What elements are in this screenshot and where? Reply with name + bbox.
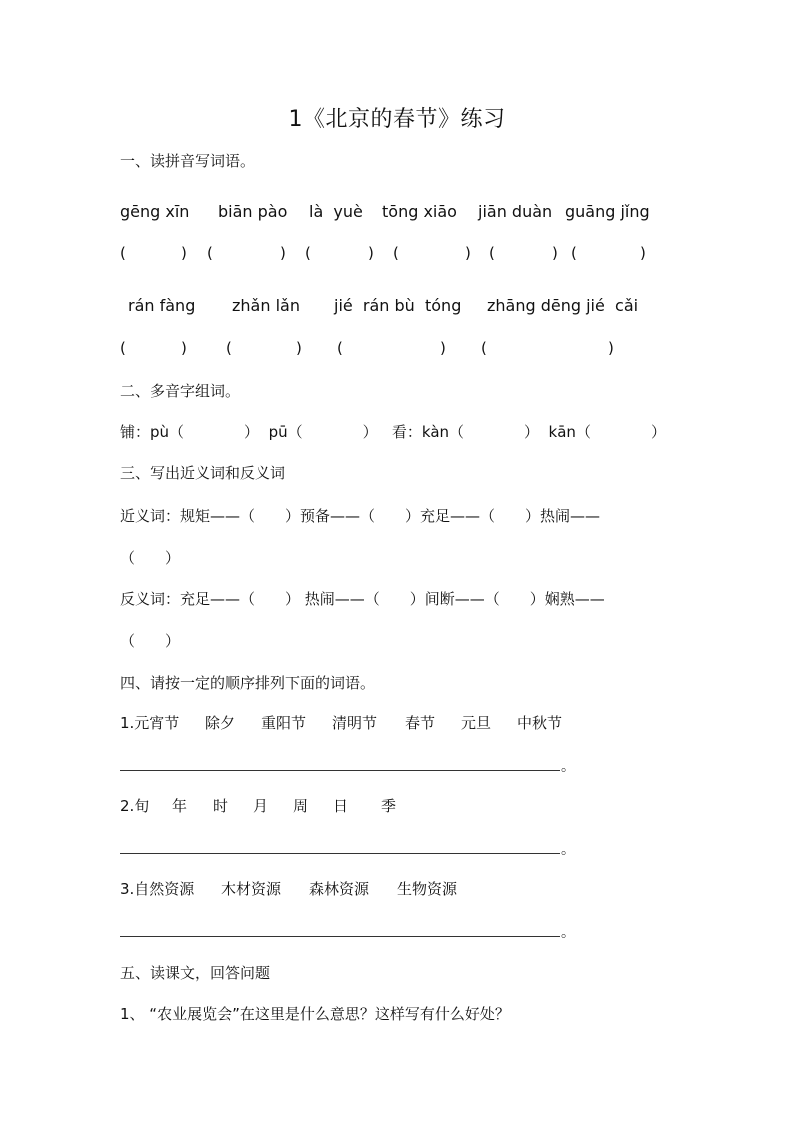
polyphone-line: 铺：pù（ ） pū（ ） 看：kàn（ ） kān（ ） (120, 423, 666, 441)
answer-line-2 (120, 853, 560, 854)
close-paren: ) (181, 339, 187, 357)
open-paren: ( (120, 339, 126, 357)
answer-line-1 (120, 770, 560, 771)
open-paren: ( (481, 339, 487, 357)
pinyin-item: biān pào (218, 202, 288, 221)
close-paren: ) (280, 244, 286, 262)
section2-heading: 二、多音字组词。 (120, 382, 241, 400)
word-item: 3.自然资源 (120, 880, 195, 898)
word-item: 春节 (405, 714, 436, 732)
word-item: 季 (381, 797, 397, 815)
pinyin-item: guāng jǐng (565, 202, 650, 221)
close-paren: ) (368, 244, 374, 262)
section5-heading: 五、读课文，回答问题 (120, 964, 271, 982)
word-item: 清明节 (332, 714, 378, 732)
page-title: 1《北京的春节》练习 (288, 107, 506, 132)
reading-question-1: 1、 “农业展览会”在这里是什么意思？这样写有什么好处？ (120, 1005, 510, 1023)
synonyms-line-tail: （ ） (120, 549, 181, 567)
word-item: 1.元宵节 (120, 714, 180, 732)
open-paren: ( (489, 244, 495, 262)
open-paren: ( (120, 244, 126, 262)
open-paren: ( (226, 339, 232, 357)
period-mark: 。 (561, 759, 575, 775)
synonyms-line: 近义词：规矩——（ ）预备——（ ）充足——（ ）热闹—— (120, 507, 601, 525)
section4-heading: 四、请按一定的顺序排列下面的词语。 (120, 674, 376, 692)
close-paren: ) (440, 339, 446, 357)
section1-heading: 一、读拼音写词语。 (120, 152, 256, 170)
pinyin-item: tōng xiāo (382, 202, 457, 221)
word-item: 生物资源 (397, 880, 458, 898)
word-item: 木材资源 (221, 880, 282, 898)
pinyin-item: jiān duàn (478, 202, 553, 221)
open-paren: ( (393, 244, 399, 262)
pinyin-item: zhǎn lǎn (232, 296, 300, 315)
pinyin-item: rán fàng (128, 296, 196, 315)
pinyin-item: gēng xīn (120, 202, 190, 221)
word-item: 月 (253, 797, 269, 815)
antonyms-line: 反义词：充足——（ ） 热闹——（ ）间断——（ ）娴熟—— (120, 590, 605, 608)
pinyin-item: là yuè (309, 202, 363, 221)
word-item: 元旦 (461, 714, 492, 732)
open-paren: ( (571, 244, 577, 262)
answer-line-3 (120, 936, 560, 937)
open-paren: ( (337, 339, 343, 357)
open-paren: ( (305, 244, 311, 262)
close-paren: ) (465, 244, 471, 262)
close-paren: ) (296, 339, 302, 357)
pinyin-item: zhāng dēng jié cǎi (487, 296, 639, 315)
section3-heading: 三、写出近义词和反义词 (120, 464, 286, 482)
close-paren: ) (552, 244, 558, 262)
close-paren: ) (640, 244, 646, 262)
word-item: 重阳节 (261, 714, 307, 732)
word-item: 周 (293, 797, 309, 815)
period-mark: 。 (561, 842, 575, 858)
word-item: 年 (172, 797, 188, 815)
close-paren: ) (181, 244, 187, 262)
antonyms-line-tail: （ ） (120, 632, 181, 650)
open-paren: ( (207, 244, 213, 262)
word-item: 日 (333, 797, 349, 815)
close-paren: ) (608, 339, 614, 357)
word-item: 森林资源 (309, 880, 370, 898)
word-item: 时 (213, 797, 229, 815)
word-item: 除夕 (205, 714, 236, 732)
word-item: 2.旬 (120, 797, 150, 815)
pinyin-item: jié rán bù tóng (334, 296, 462, 315)
period-mark: 。 (561, 925, 575, 941)
word-item: 中秋节 (517, 714, 563, 732)
